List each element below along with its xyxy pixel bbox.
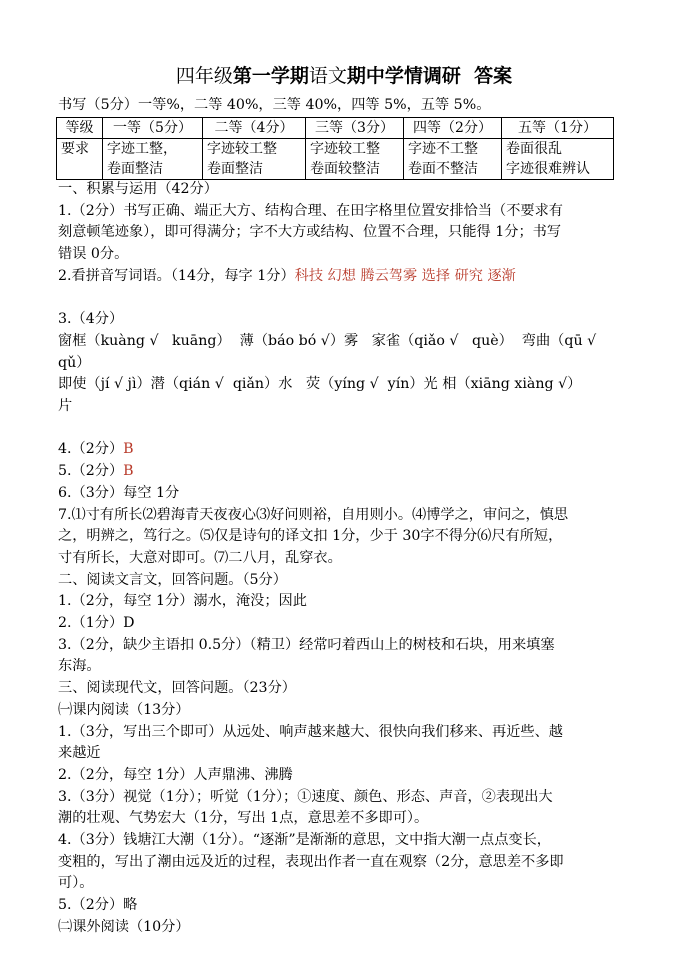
grade-header-cell: 五等（1分） bbox=[502, 118, 614, 139]
answer-text: 寸有所长，大意对即可。⑺二八月，乱穿衣。 bbox=[58, 549, 342, 566]
answer-text: 1.（3分，写出三个即可）从远处、响声越来越大、很快向我们移来、再近些、越 bbox=[58, 723, 563, 740]
answer-text: 4.（3分）钱塘江大潮（1分）。“逐渐”是渐渐的意思，文中指大潮一点点变长， bbox=[58, 832, 551, 848]
grade-table-row bbox=[57, 139, 614, 180]
answer-text: 2.（1分）D bbox=[58, 615, 135, 631]
answer-line bbox=[58, 872, 658, 894]
grade-header-cell: 二等（4分） bbox=[203, 118, 306, 139]
answer-line bbox=[58, 742, 658, 764]
title-term: 第一学期 bbox=[232, 65, 309, 87]
grade-table bbox=[56, 117, 614, 180]
answer-line bbox=[58, 395, 658, 417]
answer-text: 潮的壮观、气势宏大（1分，写出 1点，意思差不多即可）。 bbox=[58, 810, 429, 827]
answer-line bbox=[58, 243, 658, 265]
grade-header-cell: 一等（5分） bbox=[103, 118, 203, 139]
answer-text: 5.（2分）略 bbox=[58, 897, 138, 914]
answer-text: 一、积累与运用（42分） bbox=[58, 181, 218, 197]
answer-line bbox=[58, 721, 658, 743]
answer-text: 片 bbox=[58, 398, 73, 414]
grade-cell-line: 卷面不整洁 bbox=[408, 161, 478, 177]
answer-text: 三、阅读现代文，回答问题。（23分） bbox=[58, 680, 296, 697]
grade-cell-line: 卷面整洁 bbox=[107, 161, 163, 177]
answer-line bbox=[58, 655, 658, 677]
grade-table-header bbox=[57, 118, 614, 139]
grade-cell bbox=[306, 139, 404, 180]
answer-line bbox=[58, 894, 658, 916]
answer-text: 3.（2分，缺少主语扣 0.5分）（精卫）经常叼着西山上的树枝和石块，用来填塞 bbox=[58, 636, 555, 653]
answer-line bbox=[58, 829, 658, 851]
answer-text: 1.（2分）书写正确、端正大方、结构合理、在田字格里位置安排恰当（不要求有 bbox=[58, 202, 563, 219]
answer-line bbox=[58, 265, 658, 287]
answer-line bbox=[58, 221, 658, 243]
answer-key-highlight: 科技 幻想 腾云驾雾 选择 研究 逐渐 bbox=[294, 267, 516, 284]
answer-line bbox=[58, 330, 658, 352]
grade-cell-line: 卷面很乱 bbox=[506, 141, 562, 157]
answer-text: 东海。 bbox=[58, 658, 101, 675]
answer-line bbox=[58, 308, 658, 330]
answer-line bbox=[58, 699, 658, 721]
grade-cell bbox=[203, 139, 306, 180]
answer-line bbox=[58, 460, 658, 482]
grade-cell-line: 字迹很难辨认 bbox=[506, 161, 590, 177]
page-title bbox=[0, 64, 688, 88]
answer-text: ㈠课内阅读（13分） bbox=[58, 701, 190, 718]
answer-line bbox=[58, 178, 658, 200]
answer-text: ㈡课外阅读（10分） bbox=[58, 918, 190, 935]
grade-header-cell: 等级 bbox=[57, 118, 103, 139]
title-grade: 四年级 bbox=[175, 65, 233, 87]
answer-line bbox=[58, 612, 658, 634]
title-exam: 期中学情调研 bbox=[346, 65, 461, 87]
answer-text: 6.（3分）每空 1分 bbox=[58, 484, 180, 501]
answer-text: 错误 0分。 bbox=[58, 246, 129, 263]
grade-cell-line: 字迹工整， bbox=[107, 141, 177, 157]
writing-score-line: 书写（5分）一等%，二等 40%，三等 40%，四等 5%，五等 5%。 bbox=[58, 97, 491, 113]
title-answer: 答案 bbox=[460, 65, 513, 87]
grade-cell-line: 卷面较整洁 bbox=[310, 161, 380, 177]
grade-row-label: 要求 bbox=[57, 139, 103, 180]
answer-key-highlight: B bbox=[123, 463, 134, 480]
answer-line bbox=[58, 200, 658, 222]
grade-cell-line: 字迹不工整 bbox=[408, 141, 478, 157]
answer-text: 可）。 bbox=[58, 875, 94, 892]
answer-line bbox=[58, 504, 658, 526]
answer-text: 3.（3分）视觉（1分）；听觉（1分）；①速度、颜色、形态、声音，②表现出大 bbox=[58, 788, 553, 805]
grade-cell-line: 卷面整洁 bbox=[207, 161, 263, 177]
answer-line bbox=[58, 916, 658, 938]
answer-line bbox=[58, 569, 658, 591]
grade-cell bbox=[103, 139, 203, 180]
answer-text: 窗框（kuàng √ kuāng） 薄（báo bó √）雾 家雀（qiǎo √ què） 弯曲（qū √ bbox=[58, 332, 597, 349]
answer-key-highlight: B bbox=[123, 441, 134, 458]
answer-text: 1.（2分，每空 1分）溺水，淹没；因此 bbox=[58, 593, 307, 610]
answer-line bbox=[58, 438, 658, 460]
answer-text: 3.（4分） bbox=[58, 311, 124, 328]
answer-text: 2.（2分，每空 1分）人声鼎沸、沸腾 bbox=[58, 766, 293, 783]
answer-text: 来越近 bbox=[58, 745, 101, 762]
answer-line bbox=[58, 677, 658, 699]
answer-line bbox=[58, 547, 658, 569]
answer-line bbox=[58, 786, 658, 808]
answer-text: 二、阅读文言文，回答问题。（5分） bbox=[58, 571, 287, 588]
answer-line bbox=[58, 764, 658, 786]
answer-line bbox=[58, 525, 658, 547]
grade-cell-line: 字迹较工整 bbox=[310, 141, 380, 157]
answer-line bbox=[58, 352, 658, 374]
answer-line bbox=[58, 373, 658, 395]
grade-header-cell: 四等（2分） bbox=[404, 118, 502, 139]
answer-line bbox=[58, 807, 658, 829]
answer-text: 刻意顿笔迹象），即可得满分；字不大方或结构、位置不合理，只能得 1分；书写 bbox=[58, 224, 562, 241]
answer-text: 之，明辨之，笃行之。⑸仅是诗句的译文扣 1分，少于 30字不得分⑹尺有所短， bbox=[58, 528, 563, 545]
answer-line bbox=[58, 634, 658, 656]
answer-line bbox=[58, 590, 658, 612]
answer-text: qǔ） bbox=[58, 354, 91, 371]
grade-header-cell: 三等（3分） bbox=[306, 118, 404, 139]
grade-cell bbox=[502, 139, 614, 180]
answer-text: 7.⑴寸有所长⑵碧海青天夜夜心⑶好问则裕，自用则小。⑷博学之，审问之，慎思 bbox=[58, 506, 569, 523]
answer-text: 变粗的，写出了潮由远及近的过程，表现出作者一直在观察（2分，意思差不多即 bbox=[58, 853, 564, 870]
answer-text: 即使（jí √ jì）潜（qián √ qiǎn）水 荧（yíng √ yín）光 相（xiāng xiàng √） bbox=[58, 376, 582, 393]
answer-line bbox=[58, 482, 658, 504]
grade-cell-line: 字迹较工整 bbox=[207, 141, 277, 157]
title-subject: 语文 bbox=[308, 65, 347, 87]
answer-line bbox=[58, 851, 658, 873]
answer-text: 5.（2分） bbox=[58, 463, 124, 480]
grade-cell bbox=[404, 139, 502, 180]
answer-text: 2.看拼音写词语。（14分，每字 1分） bbox=[58, 267, 295, 284]
answer-text: 4.（2分） bbox=[58, 441, 124, 458]
